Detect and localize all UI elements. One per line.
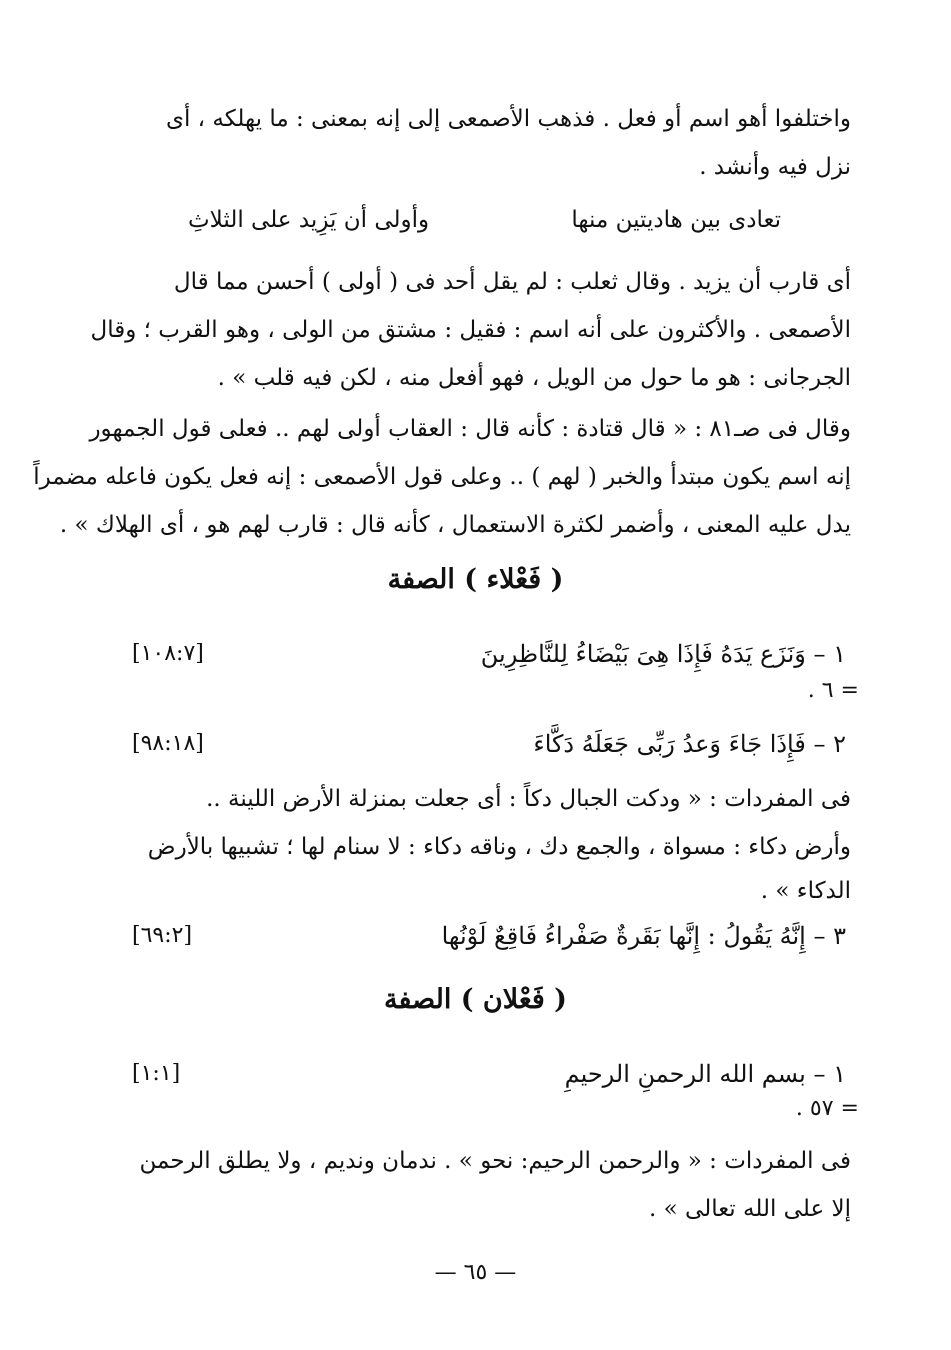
text-line: إلا على الله تعالى » . — [649, 1196, 851, 1222]
text-line: وأرض دكاء : مسواة ، والجمع دك ، وناقه دكاء : لا سنام لها ؛ تشبيها بالأرض — [147, 834, 851, 860]
verse-second-hemistich: وأولى أن يَزِيد على الثلاثِ — [188, 207, 430, 233]
verse-first-hemistich: تعادى بين هاديتين منها — [571, 207, 781, 233]
paragraph-4 — [135, 775, 851, 911]
quran-verse-text: ١ – بسم الله الرحمنِ الرحيمِ — [564, 1060, 846, 1088]
text-line: يدل عليه المعنى ، وأضمر لكثرة الاستعمال ، كأنه قال : قارب لهم هو ، أى الهلاك » . — [59, 512, 851, 538]
text-line: إنه اسم يكون مبتدأ والخبر ( لهم ) .. وعلى قول الأصمعى : إنه فعل يكون فاعله مضمراً — [33, 464, 851, 490]
text-line: نزل فيه وأنشد . — [699, 154, 851, 180]
section-heading: ( فَعْلاء ) الصفة — [387, 564, 564, 595]
paragraph-3 — [33, 405, 851, 549]
quran-verse-reference: [١٠٨:٧] — [132, 641, 204, 666]
quran-verse-reference: [٦٩:٢] — [132, 923, 193, 948]
paragraph-1 — [130, 95, 851, 191]
quran-verse-text: ١ – وَنَزَع يَدَهُ فَإِذَا هِىَ بَيْضَاءُ لِلنَّاظِرِينَ — [480, 640, 846, 668]
text-line: الجرجانى : هو ما حول من الويل ، فهو أفعل منه ، لكن فيه قلب » . — [217, 365, 851, 391]
text-line: واختلفوا أهو اسم أو فعل . فذهب الأصمعى إلى إنه بمعنى : ما يهلكه ، أى — [165, 106, 851, 132]
text-line: فى المفردات : « ودكت الجبال دكاً : أى جعلت بمنزلة الأرض اللينة .. — [206, 786, 851, 812]
paragraph-2 — [90, 258, 851, 402]
quran-verse-row — [132, 633, 846, 675]
quran-verse-reference: [٩٨:١٨] — [132, 731, 204, 756]
occurrence-count: = ٦ . — [807, 678, 859, 703]
quran-verse-reference: [١:١] — [132, 1061, 181, 1086]
occurrence-count: = ٥٧ . — [795, 1096, 859, 1121]
text-line: وقال فى صـ٨١ : « قال قتادة : كأنه قال : العقاب أولى لهم .. فعلى قول الجمهور — [89, 416, 851, 442]
quran-verse-row — [132, 723, 846, 765]
section-heading: ( فَعْلان ) الصفة — [384, 984, 567, 1015]
quran-verse-text: ٣ – إِنَّهُ يَقُولُ : إِنَّها بَقَرةٌ صَفْراءُ فَاقِعٌ لَوْنُها — [441, 922, 846, 950]
paragraph-5 — [135, 1137, 851, 1233]
text-line: الدكاء » . — [760, 878, 851, 904]
quran-verse-row — [132, 1053, 846, 1095]
text-line: فى المفردات : « والرحمن الرحيم: نحو » . ندمان ونديم ، ولا يطلق الرحمن — [139, 1148, 851, 1174]
poetry-verse — [148, 200, 841, 240]
page-number: — ٦٥ — — [434, 1260, 517, 1285]
text-line: الأصمعى . والأكثرون على أنه اسم : فقيل : مشتق من الولى ، وهو القرب ؛ وقال — [90, 317, 851, 343]
quran-verse-row — [132, 915, 846, 957]
text-line: أى قارب أن يزيد . وقال ثعلب : لم يقل أحد فى ( أولى ) أحسن مما قال — [173, 269, 851, 295]
quran-verse-text: ٢ – فَإِذَا جَاءَ وَعدُ رَبِّى جَعَلَهُ دَكَّاءَ — [533, 730, 846, 758]
